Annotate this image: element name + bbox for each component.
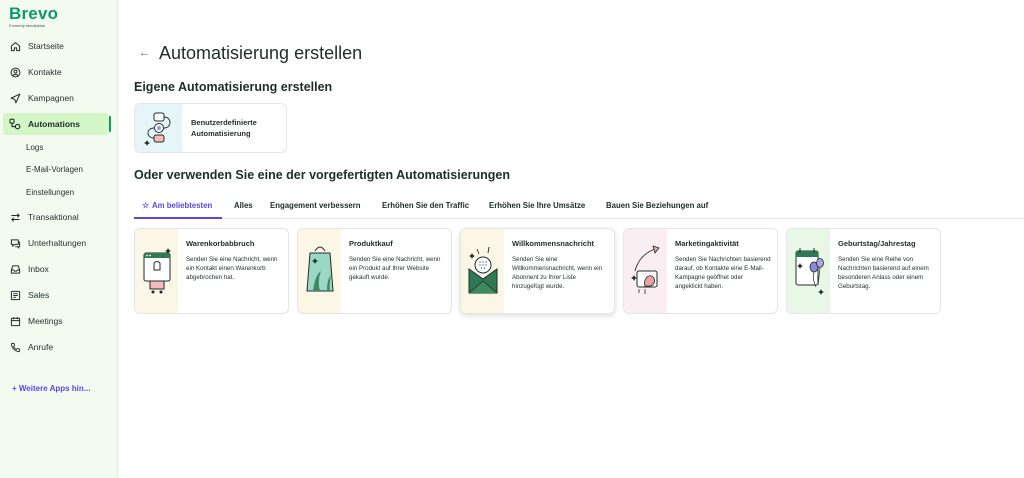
tab-engagement[interactable]: Engagement verbessern (270, 201, 361, 210)
shopping-cart-illustration (135, 229, 178, 313)
more-apps-link[interactable]: + Weitere Apps hin... (12, 384, 91, 393)
back-arrow-icon[interactable]: ← (139, 47, 150, 59)
sidebar-subitem-logs[interactable]: Logs (26, 143, 44, 152)
sidebar-item-label: Inbox (28, 264, 49, 274)
template-description: Senden Sie eine Nachricht, wenn ein Produkt auf Ihrer Website gekauft wurde. (349, 256, 441, 281)
own-automation-heading: Eigene Automatisierung erstellen (134, 80, 333, 94)
page-title: Automatisierung erstellen (159, 43, 363, 63)
tab-most-popular[interactable] (142, 201, 212, 210)
sidebar-item-anrufe[interactable] (3, 336, 109, 358)
tab-all[interactable]: Alles (234, 201, 253, 210)
sidebar-item-label: Startseite (28, 41, 64, 51)
balloon-calendar-illustration (787, 229, 830, 313)
sidebar (0, 0, 118, 478)
chat-icon (8, 236, 22, 250)
envelope-illustration (461, 229, 504, 313)
sidebar-item-startseite[interactable] (3, 35, 109, 57)
custom-automation-label (182, 104, 257, 152)
inbox-icon (8, 262, 22, 276)
template-description: Senden Sie Nachrichten basierend darauf, ob Kontakte eine E-Mail-Kampagne geöffnet oder angeklickt haben. (675, 256, 771, 290)
template-title: Produktkauf (349, 239, 393, 248)
sidebar-item-kampagnen[interactable] (3, 87, 109, 109)
tab-revenue[interactable]: Erhöhen Sie Ihre Umsätze (489, 201, 586, 210)
logo-text: Brevo (9, 4, 59, 23)
sidebar-subitem-email-templates[interactable]: E-Mail-Vorlagen (26, 165, 83, 174)
contacts-icon (8, 65, 22, 79)
sidebar-item-inbox[interactable] (3, 258, 109, 280)
template-description: Senden Sie eine Willkommensnachricht, wenn ein Abonnent zu Ihrer Liste hinzugefügt wurde. (512, 256, 603, 290)
calendar-icon (8, 314, 22, 328)
phone-icon (8, 340, 22, 354)
template-title: Marketingaktivität (675, 239, 739, 248)
template-card-product-purchase[interactable] (297, 228, 452, 314)
sidebar-item-label: Meetings (28, 316, 63, 326)
send-icon (8, 91, 22, 105)
sidebar-item-label: Automations (28, 119, 80, 129)
template-card-birthday-anniversary[interactable] (786, 228, 941, 314)
sidebar-item-label: Kampagnen (28, 93, 74, 103)
sidebar-item-label: Kontakte (28, 67, 62, 77)
tab-traffic[interactable]: Erhöhen Sie den Traffic (382, 201, 470, 210)
sidebar-item-unterhaltungen[interactable] (3, 232, 109, 254)
logo-tagline: Formerly sendinblue (9, 23, 46, 28)
tab-relationships[interactable]: Bauen Sie Beziehungen auf (606, 201, 709, 210)
sidebar-item-label: Transaktional (28, 212, 79, 222)
cursor-click-illustration (624, 229, 667, 313)
template-description: Senden Sie eine Reihe von Nachrichten basierend auf einem besonderen Anlass oder einem Geburtstag. (838, 256, 929, 290)
template-title: Warenkorbabbruch (186, 239, 255, 248)
template-description: Senden Sie eine Nachricht, wenn ein Kontakt einen Warenkorb abgebrochen hat. (186, 256, 278, 281)
sidebar-subitem-settings[interactable]: Einstellungen (26, 188, 75, 197)
custom-automation-label-line2: Automatisierung (191, 129, 251, 138)
sidebar-item-sales[interactable] (3, 284, 109, 306)
tab-label: Am beliebtesten (152, 201, 213, 210)
home-icon (8, 39, 22, 53)
shopping-bag-illustration (298, 229, 341, 313)
sidebar-item-automations[interactable] (3, 113, 109, 135)
custom-automation-card[interactable] (134, 103, 287, 153)
sidebar-item-meetings[interactable] (3, 310, 109, 332)
sidebar-item-label: Anrufe (28, 342, 54, 352)
automation-icon (8, 117, 22, 131)
custom-automation-illustration (135, 104, 182, 152)
category-tabs (134, 195, 1024, 219)
sidebar-item-label: Unterhaltungen (28, 238, 87, 248)
prebuilt-heading: Oder verwenden Sie eine der vorgefertigten Automatisierungen (134, 168, 511, 182)
template-card-welcome-message[interactable] (460, 228, 615, 314)
active-tab-indicator (134, 217, 222, 219)
custom-automation-label-line1: Benutzerdefinierte (191, 118, 257, 127)
sidebar-item-transaktional[interactable] (3, 206, 109, 228)
sidebar-item-label: Sales (28, 290, 50, 300)
sidebar-item-kontakte[interactable] (3, 61, 109, 83)
transactional-icon (8, 210, 22, 224)
template-card-cart-abandonment[interactable] (134, 228, 289, 314)
template-title: Willkommensnachricht (512, 239, 595, 248)
sales-icon (8, 288, 22, 302)
template-card-marketing-activity[interactable] (623, 228, 778, 314)
star-icon: ☆ (142, 201, 149, 210)
brevo-logo[interactable] (9, 4, 58, 28)
template-title: Geburtstag/Jahrestag (838, 239, 916, 248)
